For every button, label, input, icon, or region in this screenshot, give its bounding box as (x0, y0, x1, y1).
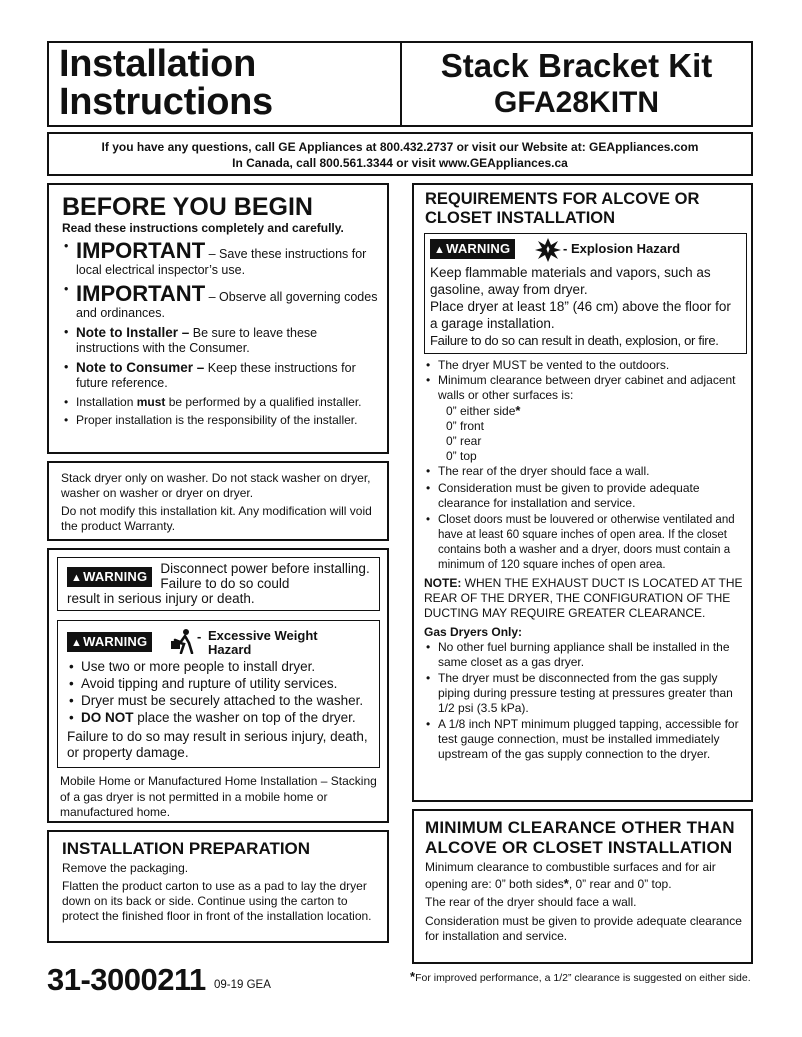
doc-title-line2: Instructions (59, 81, 273, 123)
alcove-list (424, 358, 749, 403)
important-label: IMPORTANT (76, 281, 206, 306)
warning-badge: ▲WARNING (430, 239, 515, 259)
list-item: • No other fuel burning appliance shall be installed in the same closet as a gas dryer. (424, 640, 749, 670)
clearance-values: 0” either side* 0” front 0” rear 0” top (446, 403, 521, 463)
list-item: • Use two or more people to install dryer. (67, 658, 375, 675)
doc-title (59, 45, 273, 121)
min-clearance-p3: Consideration must be given to provide adequate clearance for installation and service. (425, 913, 742, 943)
contact-line-canada: In Canada, call 800.561.3344 or visit www.GEAppliances.ca (232, 156, 568, 170)
explosion-warning-header (430, 238, 742, 264)
list-item: • Avoid tipping and rupture of utility services. (67, 675, 375, 692)
list-item: • Minimum clearance between dryer cabinet and adjacent walls or other surfaces is: (424, 373, 749, 403)
explosion-warning-underline (424, 353, 747, 354)
stack-note-p2: Do not modify this installation kit. Any modification will void the product Warranty. (61, 504, 372, 533)
explosion-warning-title: - Explosion Hazard (563, 241, 681, 256)
weight-warning-header: ▲WARNING - Excessive Weight Hazard (67, 626, 375, 656)
weight-warning-box (57, 620, 380, 768)
stack-note-p1: Stack dryer only on washer. Do not stack washer on dryer, washer on washer or dryer on dryer. (61, 471, 371, 500)
list-item: • Proper installation is the responsibility of the installer. (62, 413, 379, 428)
minimum-clearance-section (412, 809, 753, 964)
gas-dryers-list (424, 640, 749, 762)
mobile-home-note: Mobile Home or Manufactured Home Installation – Stacking of a gas dryer is not permitted in a mobile home or manufactured home. (60, 774, 377, 819)
warning-badge: ▲WARNING (67, 567, 152, 587)
explosion-p2: Place dryer at least 18” (46 cm) above the floor for a garage installation. (430, 299, 731, 331)
list-item: • A 1/8 inch NPT minimum plugged tapping, accessible for test gauge connection, must be installed immediately upstream of the gas supply connection to the dryer. (424, 717, 749, 762)
list-item: • The dryer must be disconnected from the gas supply piping during pressure testing at pressures greater than 1/2 psi (3.5 kPa). (424, 671, 749, 716)
before-you-begin-section (47, 183, 389, 454)
minimum-clearance-heading: MINIMUM CLEARANCE OTHER THAN ALCOVE OR CLOSET INSTALLATION (425, 818, 735, 857)
warnings-section (47, 548, 389, 823)
warning-badge: ▲WARNING (67, 632, 152, 652)
weight-warning-title: Excessive Weight Hazard (208, 628, 318, 657)
power-warning-box (57, 557, 380, 611)
explosion-icon (534, 236, 562, 262)
power-warning-text: Disconnect power before installing. Failure to do so could (160, 561, 370, 591)
prep-p1: Remove the packaging. (62, 861, 189, 875)
ducting-note: NOTE: WHEN THE EXHAUST DUCT IS LOCATED AT THE REAR OF THE DRYER, THE CONFIGURATION OF THE DUCTING MAY REQUIRE GREATER CLEARANCE. (424, 576, 743, 620)
explosion-p1: Keep flammable materials and vapors, such as gasoline, away from dryer. (430, 265, 711, 297)
part-number: 31-3000211 (47, 962, 206, 997)
list-item: • Note to Installer – Be sure to leave these instructions with the Consumer. (62, 325, 379, 356)
header-title-box (47, 41, 402, 127)
model-number: GFA28KITN (493, 86, 660, 119)
alcove-heading: REQUIREMENTS FOR ALCOVE OR CLOSET INSTALLATION (425, 190, 700, 227)
before-you-begin-subheading: Read these instructions completely and carefully. (62, 221, 344, 235)
warning-triangle-icon: ▲ (71, 572, 83, 584)
min-clearance-p1: Minimum clearance to combustible surfaces and for air opening are: 0” both sides*, 0” rear and 0” top. (425, 860, 716, 891)
before-you-begin-heading: BEFORE YOU BEGIN (62, 193, 313, 221)
list-item: • The dryer MUST be vented to the outdoors. (424, 358, 749, 373)
footnote: *For improved performance, a 1/2” clearance is suggested on either side. (410, 969, 751, 984)
header-kit-box (400, 41, 753, 127)
power-warning-text-end: result in serious injury or death. (67, 591, 255, 606)
stack-note-section (47, 461, 389, 541)
contact-box (47, 132, 753, 176)
contact-line-us: If you have any questions, call GE Appliances at 800.432.2737 or visit our Website at: GEAppliances.com (101, 140, 699, 154)
kit-name: Stack Bracket Kit (440, 47, 713, 84)
list-item: • The rear of the dryer should face a wall. (424, 464, 749, 479)
explosion-warning-box (424, 233, 747, 353)
list-item: • Note to Consumer – Keep these instructions for future reference. (62, 360, 379, 391)
doc-title-line1: Installation (59, 43, 256, 85)
weight-warning-list (67, 658, 375, 726)
installation-preparation-heading: INSTALLATION PREPARATION (62, 839, 311, 858)
explosion-p3: Failure to do so can result in death, explosion, or fire. (430, 333, 719, 348)
list-item: • DO NOT place the washer on top of the dryer. (67, 709, 375, 726)
gas-dryers-heading: Gas Dryers Only: (424, 625, 523, 639)
weight-warning-failure: Failure to do so may result in serious injury, death, or property damage. (67, 729, 368, 760)
warning-triangle-icon: ▲ (71, 637, 83, 649)
list-item: • Closet doors must be louvered or otherwise ventilated and have at least 60 square inches of open area. If the closet contains both a washer and a dryer, doors must contain a minimum of 120 square inches of open area. (424, 513, 749, 573)
installation-preparation-section (47, 830, 389, 943)
list-item: • Consideration must be given to provide adequate clearance for installation and service. (424, 481, 749, 511)
prep-p2: Flatten the product carton to use as a pad to lay the dryer down on its back or side. Continue using the carton to protect the finished floor in front of the installation location. (62, 879, 372, 923)
alcove-body (424, 358, 749, 762)
date-code: 09-19 GEA (214, 979, 271, 991)
list-item: • Installation must be performed by a qualified installer. (62, 395, 379, 410)
alcove-list-2 (424, 464, 749, 573)
important-label: IMPORTANT (76, 238, 206, 263)
alcove-closet-section (412, 183, 753, 802)
lifting-person-icon (171, 628, 195, 654)
before-you-begin-list (62, 239, 379, 428)
list-item: • IMPORTANT – Observe all governing codes and ordinances. (62, 282, 379, 321)
list-item: • IMPORTANT – Save these instructions for local electrical inspector’s use. (62, 239, 379, 278)
warning-triangle-icon: ▲ (434, 244, 446, 256)
list-item: • Dryer must be securely attached to the washer. (67, 692, 375, 709)
min-clearance-p2: The rear of the dryer should face a wall. (425, 895, 637, 909)
